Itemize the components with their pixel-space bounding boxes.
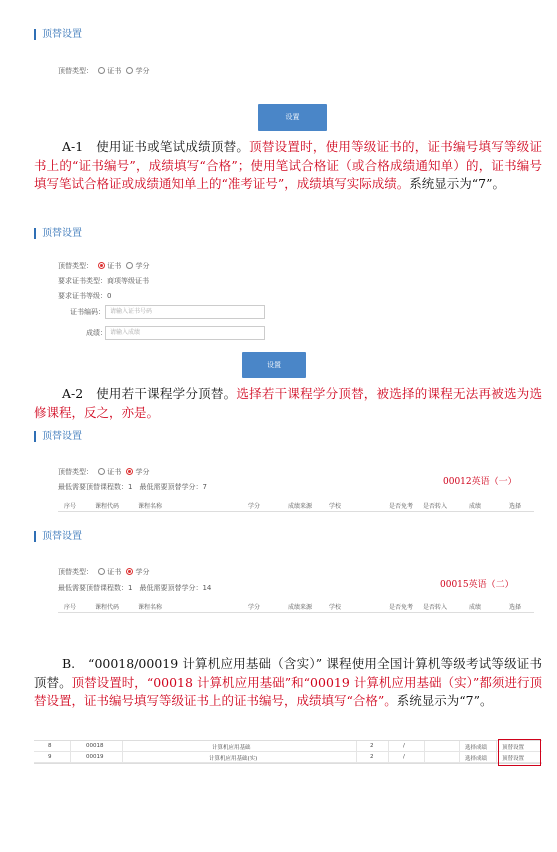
col-transfer: 是否转入 xyxy=(423,503,448,510)
row-credit: 2 xyxy=(370,743,374,749)
cert-radio[interactable] xyxy=(98,67,105,74)
row-code: 00018 xyxy=(86,743,104,749)
row-no: 8 xyxy=(48,743,52,749)
cert-option-label: 证书 xyxy=(107,262,122,270)
cert-option-label: 证书 xyxy=(107,568,122,576)
cert-radio[interactable] xyxy=(98,262,105,269)
col-select: 选择 xyxy=(509,604,522,611)
col-score: 成绩 xyxy=(469,604,482,611)
course-table-header xyxy=(58,498,534,512)
score-label: 成绩： xyxy=(86,329,107,337)
section-title: 顶替设置 xyxy=(34,431,82,442)
replace-type-row xyxy=(58,262,149,271)
cert-radio[interactable] xyxy=(98,568,105,575)
cert-no-input[interactable]: 请输入证书号码 xyxy=(105,305,265,319)
col-source: 成绩来源 xyxy=(288,604,313,611)
a2-lead: A-2 使用若干课程学分顶替。 xyxy=(62,386,237,401)
col-code: 课程代码 xyxy=(95,604,120,611)
course-note: 00012英语（一） xyxy=(443,477,517,487)
paragraph-a1 xyxy=(34,138,542,194)
cert-no-label: 证书编码： xyxy=(70,308,105,316)
course-table-header xyxy=(58,599,534,613)
row-name: 计算机应用基础 xyxy=(212,745,251,751)
b-lead: B. “00018/00019 计算机应用基础（含实）” 课程使用全国计算机等级考试等级证书顶替。 xyxy=(34,656,542,690)
col-no: 序号 xyxy=(64,503,77,510)
col-select: 选择 xyxy=(509,503,522,510)
col-code: 课程代码 xyxy=(95,503,120,510)
col-credit: 学分 xyxy=(248,604,261,611)
credit-radio[interactable] xyxy=(126,262,133,269)
col-exempt: 是否免考 xyxy=(389,604,414,611)
cert-option-label: 证书 xyxy=(107,67,122,75)
a2-red-text: 选择若干课程学分顶替，被选择的课程无法再被选为选修课程，反之，亦是。 xyxy=(34,386,542,420)
col-credit: 学分 xyxy=(248,503,261,510)
set-button[interactable]: 设置 xyxy=(258,104,327,131)
replace-setting-link[interactable]: 顶替设置 xyxy=(502,756,525,762)
row-code: 00019 xyxy=(86,754,104,760)
required-cert-level: 要求证书等级：0 xyxy=(58,292,112,300)
credit-radio[interactable] xyxy=(126,568,133,575)
select-score-link[interactable]: 选择成绩 xyxy=(465,756,488,762)
col-no: 序号 xyxy=(64,604,77,611)
score-input[interactable]: 请输入成绩 xyxy=(105,326,265,340)
section-title: 顶替设置 xyxy=(34,531,82,542)
replace-type-label: 顶替类型： xyxy=(58,67,93,75)
select-score-link[interactable]: 选择成绩 xyxy=(465,745,488,751)
row-mark: / xyxy=(403,743,405,749)
col-name: 课程名称 xyxy=(138,604,163,611)
credit-option-label: 学分 xyxy=(135,67,150,75)
paragraph-b xyxy=(34,655,542,711)
col-school: 学校 xyxy=(329,604,342,611)
required-cert-type: 要求证书类型：商项等级证书 xyxy=(58,277,149,285)
replace-type-row xyxy=(58,468,149,477)
credit-option-label: 学分 xyxy=(135,568,150,576)
credit-option-label: 学分 xyxy=(135,262,150,270)
b-red-text: 顶替设置时，“00018 计算机应用基础”和“00019 计算机应用基础（实）”都须进行顶替设置，证书编号填写等级证书上的证书编号，成绩填写“合格”。 xyxy=(34,674,542,708)
row-credit: 2 xyxy=(370,754,374,760)
row-name: 计算机应用基础(实) xyxy=(209,756,258,762)
a1-red-text: 顶替设置时，使用等级证书的，证书编号填写等级证书上的“证书编号”，成绩填写“合格”；使用笔试合格证（或合格成绩通知单）的，证书编号填写笔试合格证或成绩通知单上的“准考证号”，成绩填写实际成绩。 xyxy=(34,139,542,191)
minimum-requirement: 最低需要顶替课程数：1 最低需要顶替学分：7 xyxy=(58,483,207,491)
highlight-box xyxy=(498,739,541,766)
b-tail: 系统显示为“7”。 xyxy=(396,693,493,708)
set-button[interactable]: 设置 xyxy=(242,352,306,378)
cert-radio[interactable] xyxy=(98,468,105,475)
table-row xyxy=(34,741,542,752)
table-row xyxy=(34,752,542,763)
col-exempt: 是否免考 xyxy=(389,503,414,510)
row-no: 9 xyxy=(48,754,52,760)
col-transfer: 是否转入 xyxy=(423,604,448,611)
replace-setting-link[interactable]: 顶替设置 xyxy=(502,745,525,751)
a1-lead: A-1 使用证书或笔试成绩顶替。 xyxy=(62,139,250,154)
row-mark: / xyxy=(403,754,405,760)
col-score: 成绩 xyxy=(469,503,482,510)
minimum-requirement: 最低需要顶替课程数：1 最低需要顶替学分：14 xyxy=(58,584,212,592)
credit-radio[interactable] xyxy=(126,67,133,74)
a1-tail: 系统显示为“7”。 xyxy=(409,176,506,191)
replace-type-row xyxy=(58,568,149,577)
paragraph-a2 xyxy=(34,385,542,422)
replace-type-label: 顶替类型： xyxy=(58,262,93,270)
col-name: 课程名称 xyxy=(138,503,163,510)
course-note: 00015英语（二） xyxy=(440,580,514,590)
cert-option-label: 证书 xyxy=(107,468,122,476)
replace-type-row xyxy=(58,67,149,76)
credit-option-label: 学分 xyxy=(135,468,150,476)
replace-type-label: 顶替类型： xyxy=(58,468,93,476)
replace-type-label: 顶替类型： xyxy=(58,568,93,576)
section-title: 顶替设置 xyxy=(34,228,82,239)
col-source: 成绩来源 xyxy=(288,503,313,510)
course-grid xyxy=(34,740,542,764)
credit-radio[interactable] xyxy=(126,468,133,475)
col-school: 学校 xyxy=(329,503,342,510)
section-title: 顶替设置 xyxy=(34,29,82,40)
